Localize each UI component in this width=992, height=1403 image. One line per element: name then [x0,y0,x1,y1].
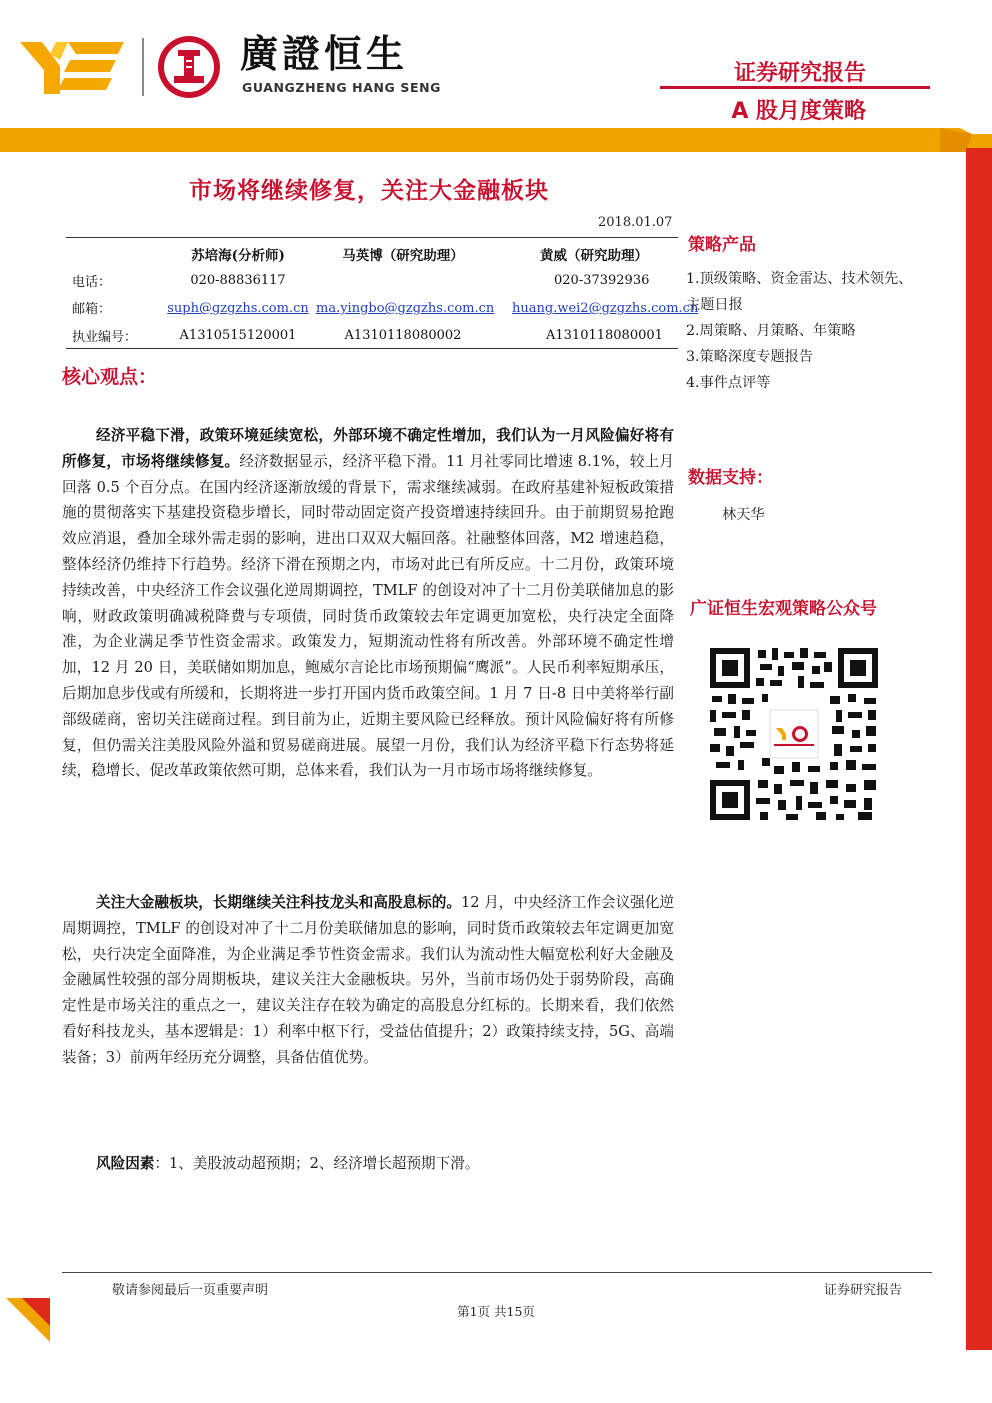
data-support-name: 林天华 [722,507,765,523]
core-paragraph-1-body: 经济数据显示，经济平稳下滑。11 月社零同比增速 8.1%，较上月回落 0.5 个百分点。在国内经济逐渐放缓的背景下，需求继续减弱。在政府基建补短板政策措施的贯彻落实下基建投资稳步增长，同时带动固定资产投资增速持续回升。由于前期贸易抢跑效应消退，叠加全球外需走弱的影响，进出口双双大幅回落。社融整体回落，M2 增速趋稳，整体经济仍维持下行趋势。经济下滑在预期之内，市场对此已有所反应。十二月份，政策环境持续改善，中央经济工作会议强化逆周期调控，TMLF 的创设对冲了十二月份美联储加息的影响，财政政策明确减税降费与专项债，同时货币政策较去年定调更加宽松，央行决定全面降准，为企业满足季节性资金需求。政策发力，短期流动性将有所改善。外部环境不确定性增加，12 月 20 日，美联储如期加息，鲍威尔言论比市场预期偏“鹰派”。人民币利率短期承压，后期加息步伐或有所缓和，长期将进一步打开国内货币政策空间。1 月 7 日-8 日中美将举行副部级磋商，密切关注磋商过程。到目前为止，近期主要风险已经释放。预计风险偏好将有所修复，但仍需关注美股风险外溢和贸易磋商进展。展望一月份，我们认为经济平稳下行态势将延续，稳增长、促改革政策依然可期，总体来看，我们认为一月市场市场将继续修复。 [62,452,674,780]
author-phone: 020-37392936 [554,273,650,288]
products-list-item: 主题日报 [686,297,743,313]
core-paragraph-1-lead: 经济平稳下滑，政策环境延续宽松，外部环境不确定性增加，我们认为一月风险偏好将有所修复，市场将继续修复。 [62,427,674,470]
products-list-item: 2.周策略、月策略、年策略 [686,323,856,339]
report-title: 市场将继续修复，关注大金融板块 [189,178,549,204]
author-license: A1310515120001 [179,328,297,343]
report-subtype: A 股月度策略 [731,99,866,124]
wechat-heading: 广证恒生宏观策略公众号 [690,599,877,619]
risk-factors-label: 风险因素 [96,1155,155,1172]
brand-name-en: GUANGZHENG HANG SENG [242,80,442,95]
risk-factors-text: ：1、美股波动超预期；2、经济增长超预期下滑。 [154,1155,480,1172]
author-table-bottom-rule [66,348,678,349]
report-date: 2018.01.07 [598,215,673,230]
author-name: 苏培海(分析师) [191,248,285,264]
products-heading: 策略产品 [688,235,756,255]
ye-logo-icon [20,36,130,98]
wechat-qr-code-icon[interactable] [708,646,880,822]
footer-report-label: 证券研究报告 [824,1283,903,1298]
corner-triangle-icon [6,1298,50,1342]
data-support-heading: 数据支持： [688,468,773,488]
page-number: 第1页 共15页 [457,1304,535,1319]
report-type: 证券研究报告 [733,61,866,86]
core-paragraph-1 [62,423,674,784]
products-list [686,266,958,396]
seal-logo-icon [156,34,222,100]
author-phone: 020-88836117 [190,273,286,288]
right-side-stripe [966,148,992,1350]
header-divider [142,38,144,96]
author-name: 马英博（研究助理） [342,248,464,264]
report-type-rule [660,86,930,89]
core-paragraph-2 [62,890,674,1071]
footer-disclaimer: 敬请参阅最后一页重要声明 [112,1283,269,1298]
author-license: A1310118080001 [546,328,663,343]
products-list-item: 1.顶级策略、资金雷达、技术领先、 [686,271,913,287]
footer-rule [62,1272,932,1273]
author-license: A1310118080002 [344,328,462,343]
email-label: 邮箱： [72,302,112,317]
author-email-link[interactable]: suph@gzgzhs.com.cn [167,301,309,316]
brand-name-cn: 廣證恒生 [240,32,409,76]
phone-label: 电话： [72,275,112,290]
core-view-heading: 核心观点： [62,366,158,388]
author-email-link[interactable]: huang.wei2@gzgzhs.com.cn [512,301,699,316]
license-label: 执业编号： [72,330,138,345]
header-banner [0,128,992,152]
core-paragraph-2-body: 12 月，中央经济工作会议强化逆周期调控，TMLF 的创设对冲了十二月份美联储加息的影响，同时货币政策较去年定调更加宽松，央行决定全面降准，为企业满足季节性资金需求。我们认为流动性大幅宽松利好大金融及金融属性较强的部分周期板块，建议关注大金融板块。另外，当前市场仍处于弱势阶段，高确定性是市场关注的重点之一，建议关注存在较为确定的高股息分红标的。长期来看，我们依然看好科技龙头，基本逻辑是：1）利率中枢下行，受益估值提升；2）政策持续支持，5G、高端装备；3）前两年经历充分调整，具备估值优势。 [62,894,674,1066]
products-list-item: 3.策略深度专题报告 [686,349,814,365]
products-list-item: 4.事件点评等 [686,375,771,391]
author-email-link[interactable]: ma.yingbo@gzgzhs.com.cn [316,301,495,316]
author-name: 黄威（研究助理） [540,248,648,264]
core-paragraph-2-lead: 关注大金融板块，长期继续关注科技龙头和高股息标的。 [96,894,461,911]
risk-factors [62,1151,674,1177]
author-table-top-rule [66,237,678,238]
